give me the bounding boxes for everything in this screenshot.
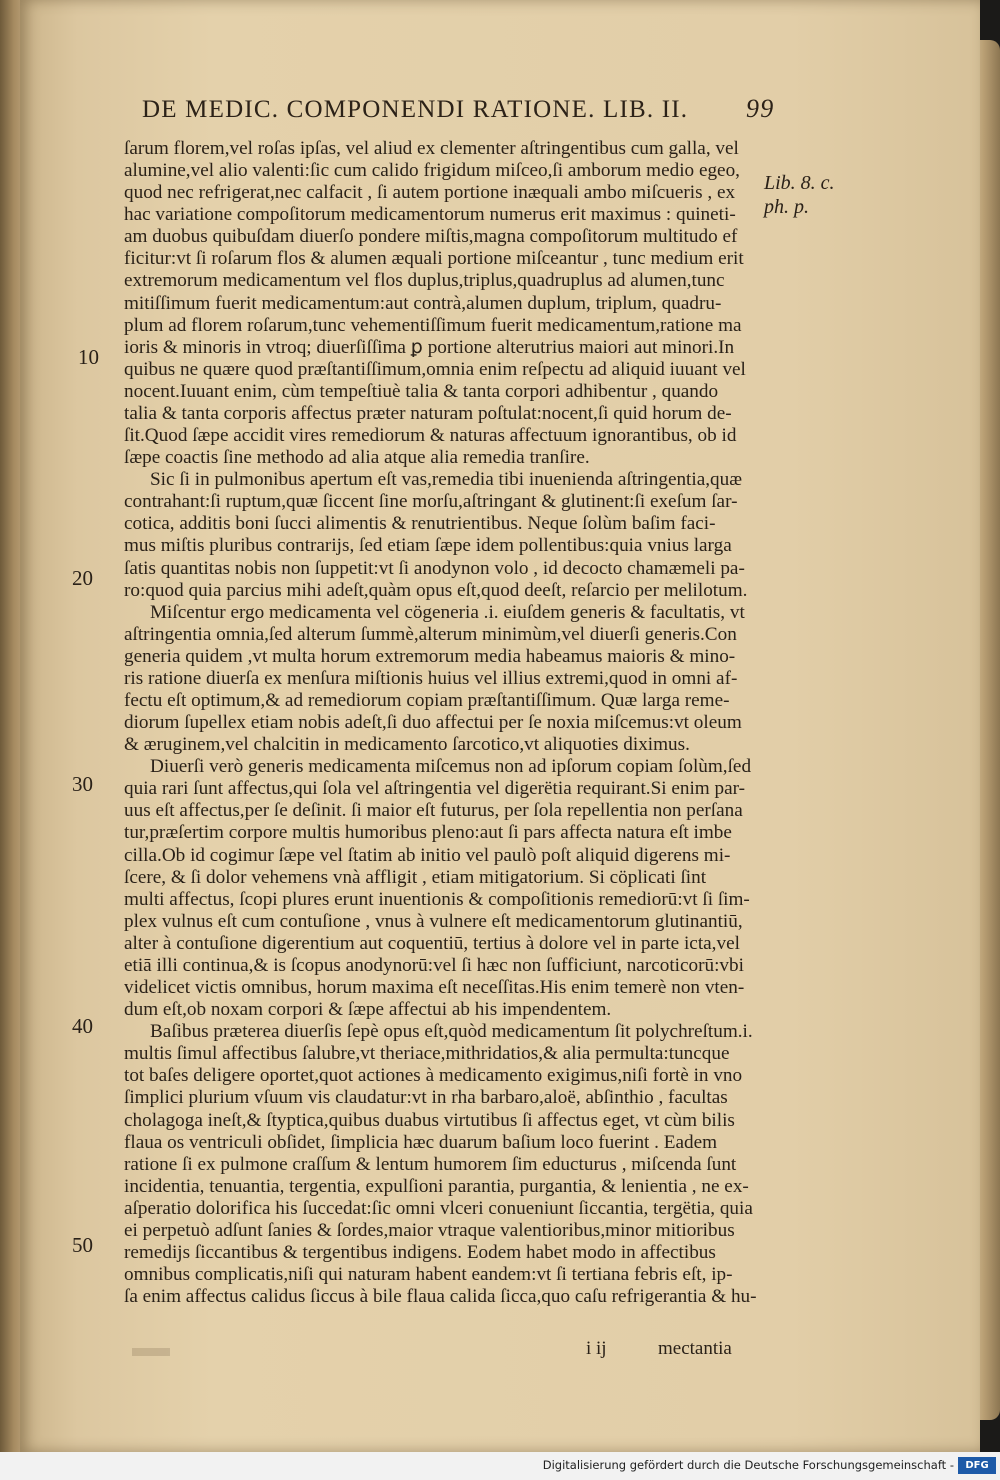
text-line: ſimplici plurium vſuum vis claudatur:vt in rha barbaro,aloë, abſinthio , facultas <box>124 1087 728 1109</box>
text-line: Sic ſi in pulmonibus apertum eſt vas,remedia tibi inuenienda aſtringentia,quæ <box>150 469 743 491</box>
text-line: fectu eſt optimum,& ad remediorum copiam præſtantiſſimum. Quæ larga reme- <box>124 690 730 711</box>
text-line: videlicet victis omnibus, horum maxima eſt neceſſitas.His enim temerè non vten- <box>124 977 745 999</box>
text-line: am duobus quibuſdam diuerſo pondere miſtis,magna compoſitorum multitudo ef <box>124 226 738 248</box>
text-line: aſperatio dolorifica his ſuccedat:ſic omni vlceri conueniunt ſiccantia, tergëtia, quia <box>124 1197 753 1219</box>
text-line: generia quidem ,vt multa horum extremorum media habeamus maioris & mino- <box>124 645 736 667</box>
header-title: DE MEDIC. COMPONENDI RATIONE. LIB. II. <box>142 96 689 123</box>
funding-credit: Digitalisierung gefördert durch die Deutsche Forschungsgemeinschaft - <box>542 1458 954 1472</box>
text-line: ſcere, & ſi dolor vehemens vnà affligit , etiam mitigatorium. Si cöplicati ſint <box>124 866 707 888</box>
text-line: ſit.Quod ſæpe accidit vires remediorum & naturas affectuum ignorantibus, ob id <box>124 425 737 447</box>
text-line: alumine,vel alio valenti:ſic cum calido frigidum miſceo,ſi amborum medio egeo, <box>124 160 740 182</box>
line-number: 10 <box>78 345 99 369</box>
text-line: quia rari ſunt affectus,qui ſola vel aſtringentia vel digerëtia requirant.Si enim par- <box>124 778 746 800</box>
text-line: extremorum medicamentum vel flos duplus,triplus,quadruplus ad alumen,tunc <box>124 270 725 292</box>
text-line: cotica, additis boni ſucci alimentis & renutrientibus. Neque ſolùm baſim faci- <box>124 513 716 535</box>
text-line: ſa enim affectus calidus ſiccus à bile flaua calida ſicca,quo caſu refrigerantia & hu- <box>124 1286 757 1308</box>
text-line: & æruginem,vel chalcitin in medicamento ſarcotico,vt aliquoties diximus. <box>124 734 690 756</box>
text-line: diorum ſupellex etiam nobis adeſt,ſi duo affectui per ſe noxia miſcemus:vt oleum <box>124 712 742 734</box>
text-line: plex vulnus eſt cum contuſione , vnus à vulnere eſt medicamentorum glutinantiū, <box>124 910 743 932</box>
text-line: aſtringentia omnia,ſed alterum ſummè,alterum minimùm,vel diuerſi generis.Con <box>124 623 737 645</box>
text-line: ratione ſi ex pulmone craſſum & lentum humorem ſim educturus , miſcenda ſunt <box>124 1153 737 1175</box>
text-line: Diuerſi verò generis medicamenta miſcemus non ad ipſorum copiam ſolùm,ſed <box>150 756 752 778</box>
text-line: cilla.Ob id cogimur ſæpe vel ſtatim ab initio vel paulò poſt aliquid digerens mi- <box>124 844 731 866</box>
text-line: talia & tanta corporis affectus præter naturam poſtulat:nocent,ſi quid horum de- <box>124 402 732 424</box>
book-page <box>20 0 980 1452</box>
text-line: hac variatione compoſitorum medicamentorum numerus erit maximus : quineti- <box>124 204 736 226</box>
text-line: tur,præſertim corpore multis humoribus pleno:aut ſi pars affecta natura eſt imbe <box>124 822 732 844</box>
text-line: tot baſes deligere oportet,quot actiones à medicamento exigimus,niſi fortè in vno <box>124 1065 743 1087</box>
text-line: ei perpetuò adſunt ſanies & ſordes,maior vtraque valentioribus,minor mitioribus <box>124 1219 735 1241</box>
margin-note-line: Lib. 8. c. <box>764 172 835 194</box>
line-number: 50 <box>72 1233 93 1257</box>
page-number: 99 <box>746 94 775 123</box>
text-line: contrahant:ſi ruptum,quæ ſiccent ſine morſu,aſtringant & glutinent:ſi exeſum ſar- <box>124 491 738 513</box>
text-line: nocent.Iuuant enim, cùm tempeſtiuè talia & tanta corpori adhibentur , quando <box>124 380 719 402</box>
text-line: ſarum florem,vel roſas ipſas, vel aliud ex clementer aſtringentibus cum galla, vel <box>124 138 739 159</box>
margin-note-line: ph. p. <box>764 196 809 218</box>
text-line: ficitur:vt ſi roſarum flos & alumen æquali portione miſceantur , tunc medium erit <box>124 248 744 270</box>
dfg-logo: DFG <box>958 1457 996 1474</box>
text-line: quibus ne quære quod præſtantiſſimum,omnia enim reſpectu ad aliquid iuuant vel <box>124 358 746 380</box>
text-line: Miſcentur ergo medicamenta vel cögeneria .i. eiuſdem generis & facultatis, vt <box>150 601 745 623</box>
text-line: ſatis quantitas nobis non ſuppetit:vt ſi anodynon volo , id decocto chamæmeli pa- <box>124 557 745 579</box>
text-line: mitiſſimum fuerit medicamentum:aut contrà,alumen duplum, triplum, quadru- <box>124 292 722 314</box>
text-line: Baſibus præterea diuerſis ſepè opus eſt,quòd medicamentum ſit polychreſtum.i. <box>150 1021 753 1043</box>
text-line: multi affectus, ſcopi plures erunt inuentionis & compoſitionis remediorū:vt ſi ſim- <box>124 888 750 910</box>
text-line: remedijs ſiccantibus & tergentibus indigens. Eodem habet modo in affectibus <box>124 1242 716 1263</box>
text-line: alter à contuſione digerentium aut coquentiū, tertius à dolore vel in parte icta,vel <box>124 932 740 954</box>
text-line: ris ratione diuerſa ex menſura miſtionis huius vel illius extremi,quod in omni af- <box>124 667 738 689</box>
signature-mark: i ij <box>586 1338 607 1359</box>
text-line: incidentia, tenuantia, tergentia, expulſioni parantia, purgantia, & lenientia , ne ex- <box>124 1175 749 1197</box>
text-line: omnibus complicatis,niſi qui naturam habent eandem:vt ſi tertiana febris eſt, ip- <box>124 1264 733 1286</box>
text-line: flaua os ventriculi obſidet, ſimplicia hæc duarum baſium loco fuerint . Eadem <box>124 1131 718 1153</box>
ink-smudge <box>132 1348 170 1356</box>
text-line: plum ad florem roſarum,tunc vehementiſſimum fuerit medicamentum,ratione ma <box>124 314 742 336</box>
catchword: mectantia <box>658 1338 732 1359</box>
text-line: mus miſtis pluribus contrarijs, ſed etiam ſæpe idem pollentibus:quia vnius larga <box>124 535 732 557</box>
line-number: 20 <box>72 566 93 590</box>
text-line: multis ſimul affectibus ſalubre,vt theriace,mithridatios,& alia permulta:tuncque <box>124 1043 730 1065</box>
text-line: etiā illi continua,& is ſcopus anodynorū:vel ſi hæc non ſufficiunt, narcoticorū:vbi <box>124 954 744 976</box>
text-line: ioris & minoris in vtroq; diuerſiſſima ꝑ portione alterutrius maiori aut minori.In <box>124 336 735 358</box>
line-number: 30 <box>72 772 93 796</box>
text-line: uus eſt affectus,per ſe deſinit. ſi maior eſt futurus, per ſola repellentia non perſana <box>124 800 743 822</box>
line-number: 40 <box>72 1014 93 1038</box>
running-header <box>142 96 782 130</box>
text-line: ro:quod quia parcius mihi adeſt,quàm opus eſt,quod deeſt, reſarcio per melilotum. <box>124 579 748 601</box>
text-line: ſæpe coactis ſine methodo ad alia atque alia remedia tranſire. <box>124 447 590 469</box>
footer-bar <box>0 1452 1000 1480</box>
text-line: dum eſt,ob noxam corpori & ſæpe affectui ab his impendentem. <box>124 999 612 1021</box>
text-line: cholagoga ineſt,& ſtyptica,quibus duabus virtutibus ſi affectus eget, vt cùm bilis <box>124 1109 735 1131</box>
text-line: quod nec refrigerat,nec calfacit , ſi autem portione inæquali ambo miſcueris , ex <box>124 182 736 204</box>
